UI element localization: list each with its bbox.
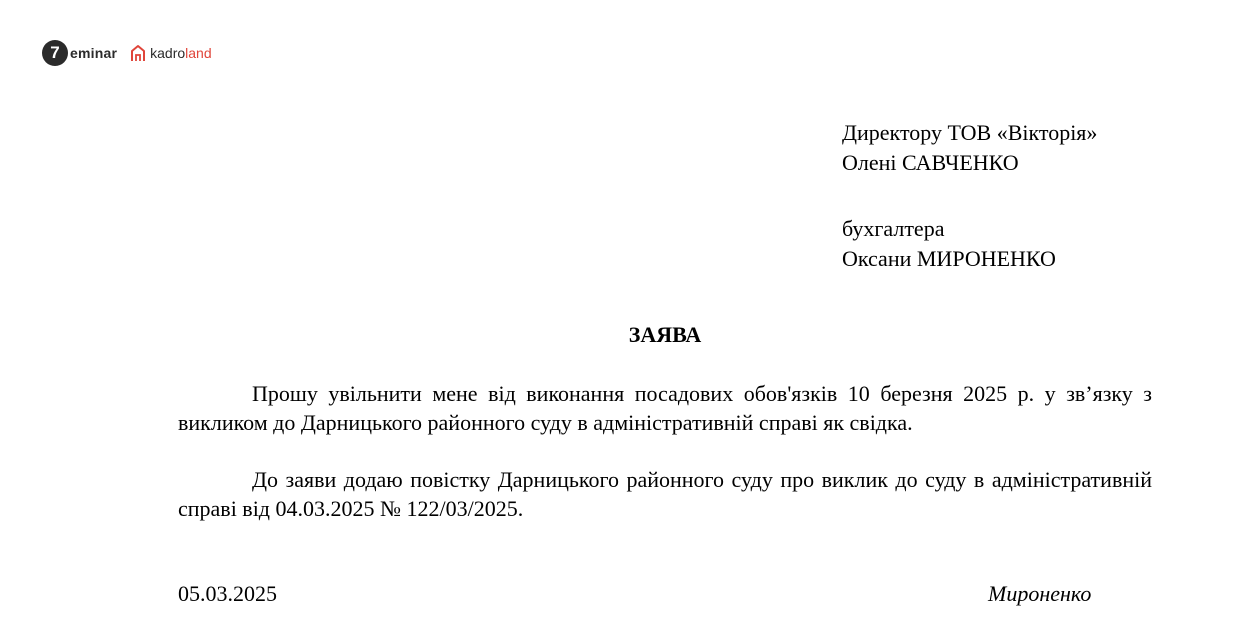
sender-position: бухгалтера	[842, 216, 945, 241]
kadroland-logo-text-main: kadro	[150, 45, 186, 61]
document-date: 05.03.2025	[178, 581, 277, 606]
logos-header	[42, 38, 212, 68]
kadroland-logo-text	[150, 45, 212, 61]
seminar-logo-badge: 7	[42, 40, 68, 66]
addressee-block	[842, 118, 1097, 274]
kadroland-logo-text-accent: land	[185, 45, 212, 61]
kadroland-logo	[129, 43, 212, 63]
sender-name: Оксани МИРОНЕНКО	[842, 246, 1056, 271]
addressee-position: Директору ТОВ «Вікторія»	[842, 120, 1098, 145]
kadroland-house-icon	[129, 43, 147, 63]
seminar-logo	[42, 40, 117, 66]
body-paragraph-request: Прошу увільнити мене від виконання посадових обов'язків 10 березня 2025 р. у зв’язку з викликом до Дарницького районного суду в адміністративній справі як свідка.	[178, 381, 1152, 435]
document-title: ЗАЯВА	[628, 322, 702, 347]
body-paragraph-attachment: До заяви додаю повістку Дарницького районного суду про виклик до суду в адміністративній справі від 04.03.2025 № 122/03/2025.	[178, 467, 1152, 521]
signature: Мироненко	[988, 581, 1092, 606]
addressee-name: Олені САВЧЕНКО	[842, 150, 1019, 175]
seminar-logo-text: eminar	[70, 45, 118, 61]
